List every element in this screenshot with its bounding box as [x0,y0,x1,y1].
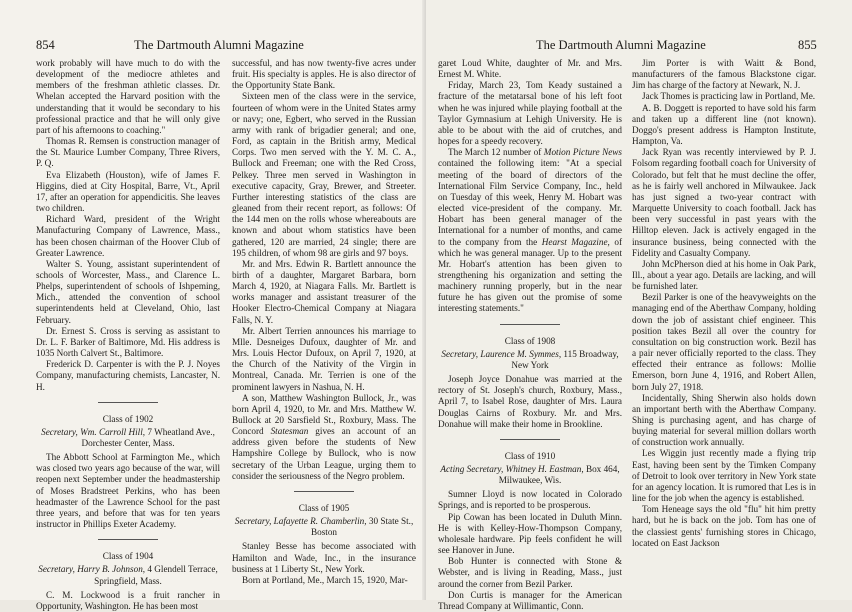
paragraph: Dr. Ernest S. Cross is serving as assistant to Dr. L. F. Barker of Baltimore, Md. His address is 1035 North Calvert St., Baltimore. [36,325,220,359]
section-divider [500,439,560,440]
paragraph: Richard Ward, president of the Wright Manufacturing Company of Lawrence, Mass., has been chosen chairman of the Hoover Club of Greater Lawrence. [36,214,220,258]
secretary-name: Wm. Carroll Hill, [80,426,146,437]
paragraph: Walter S. Young, assistant superintendent of schools of Worcester, Mass., and Clarence L. Phelps, superintendent of schools of Ishpeming, Mich., attended the convention of school superintendents held at Cleveland, Ohio, last February. [36,258,220,325]
left-page [0,0,426,611]
paragraph: Sumner Lloyd is now located in Colorado Springs, and is reported to be prosperous. [438,489,622,511]
text-run: gives an account of an address given before the students of New Hampshire College by Bullock, who is now secretary of the Urban League, urging them to consider the seriousness of the Negro problem. [232,426,416,481]
column-right-2 [632,58,816,598]
page-number: 854 [36,38,55,52]
paragraph: Jack Ryan was recently interviewed by P. J. Folsom regarding football coach for University of Colorado, but felt that he must decline the offer, as he is fairly well anchored in Milwaukee. Jack has just signed a two-year contract with Marquette University to coach football. Jack has been very successful in past years with the Hilltop eleven. Jack is actively engaged in the insurance business, being connected with the Fidelity and Casualty Company. [632,147,816,258]
secretary-label: Acting Secretary, [440,464,504,474]
paragraph: garet Loud White, daughter of Mr. and Mrs. Ernest M. White. [438,58,622,80]
right-page [426,0,852,611]
section-divider [98,539,158,540]
class-secretary [232,516,416,538]
paragraph: Bezil Parker is one of the heavyweights on the managing end of the Aberthaw Company, holding down the job of assistant chief engineer. This position takes Bezil all over the country for consultation on big construction work. Bezil has a pair never officially reported to the class. They effected their entrance as follows: Mollie Emerson, born June 4, 1916, and Robert Allen, born July 27, 1918. [632,292,816,392]
paragraph: Frederick D. Carpenter is with the P. J. Noyes Company, manufacturing chemists, Lancaster, N. H. [36,359,220,392]
secretary-address: 4 Glendell Terrace, Springfield, Mass. [94,564,218,586]
paragraph: Eva Elizabeth (Houston), wife of James F. Higgins, died at City Hospital, Barre, Vt., April 17, after an operation for appendicitis. She leaves two children. [36,169,220,214]
paragraph: Thomas R. Remsen is construction manager of the St. Maurice Lumber Company, Three Rivers, P. Q. [36,136,220,169]
paragraph: Tom Heneage says the old "flu" hit him pretty hard, but he is back on the job. Tom has one of the classiest gents' furnishing stores in Chicago, located on East Jackson [632,504,816,548]
secretary-name: Lafayette R. Chamberlin, [273,516,367,527]
paragraph: Les Wiggin just recently made a flying trip East, having been sent by the Timken Company of Detroit to look over territory in New York state for an agency location. It is rumored that Les is in line for the job when the agency is established. [632,448,816,504]
text-run: The March 12 number of [448,147,544,158]
paragraph: Pip Cowan has been located in Duluth Minn. He is with Kelley-How-Thompson Company, wholesale hardware. Pip feels confident he will see Hanover in June. [438,511,622,556]
class-secretary [36,427,220,449]
class-heading: Class of 1902 [102,413,154,424]
paragraph [232,393,416,482]
secretary-label: Secretary, [441,348,479,359]
paragraph: Friday, March 23, Tom Keady sustained a fracture of the metatarsal bone of his left foot when he was injured while playing football at the Taylor Gymnasium at Lehigh University. He is able to be about with the aid of crutches, and hopes for a speedy recovery. [438,80,622,147]
section-divider [294,491,354,492]
publication-title: Motion Picture News [543,147,622,158]
paragraph: A. B. Doggett is reported to have sold his farm and taken up a different line (not known). Doggo's present address is Hampton Institute, Hampton, Va. [632,102,816,147]
section-divider [98,402,158,403]
paragraph [438,147,622,314]
class-heading: Class of 1905 [298,502,350,513]
class-heading: Class of 1910 [504,450,556,461]
secretary-address: 7 Wheatland Ave., Dorchester Center, Mass. [81,426,215,448]
paragraph: successful, and has now twenty-five acres under fruit. His specialty is apples. He is also director of the Opportunity State Bank. [232,58,416,91]
paragraph: Joseph Joyce Donahue was married at the rectory of St. Joseph's church, Roxbury, Mass., April 7, to Isabel Rose, daughter of Mrs. Laura Douglas Cairns of Roxbury. Mr. and Mrs. Donahue will make their home in Brookline. [438,374,622,429]
column-left-1 [36,58,220,611]
paragraph: John McPherson died at his home in Oak Park, Ill., about a year ago. Details are lacking, and will be furnished later. [632,258,816,292]
text-run: contained the following item: "At a special meeting of the board of directors of the International Film Service Company, Inc., held on Tuesday of this week, Henry M. Hobart was elected vice-president of the company. Mr. Hobart has been general manager of the International for a number of months, and came to the company from the [438,158,622,247]
running-head: The Dartmouth Alumni Magazine [134,38,304,52]
text-run: A son, Matthew Washington Bullock, Jr., was born April 4, 1920, to Mr. and Mrs. Matthew W. Bullock at 20 Sarsfield St., Roxbury, Mass. The Concord [232,392,416,437]
text-run: , of which he was general manager. Up to the present Mr. Hobart's attention has been given to strengthening his organization and setting the machinery running properly, but in the near future he has given out the promise of some interesting statements." [438,236,623,314]
paragraph: Bob Hunter is connected with Stone & Webster, and is living in Reading, Mass., just around the corner from Bezil Parker. [438,556,622,589]
running-head: The Dartmouth Alumni Magazine [536,38,706,52]
page-number: 855 [798,38,817,52]
class-heading: Class of 1908 [504,335,556,346]
secretary-address: 30 State St., Boston [310,516,414,538]
class-secretary [36,564,220,586]
paragraph: Born at Portland, Me., March 15, 1920, Mar- [242,574,408,585]
secretary-label: Secretary, [38,564,75,575]
class-secretary [438,349,622,371]
paragraph: Mr. Albert Terrien announces his marriage to Mlle. Desneiges Dufoux, daughter of Mr. and Mrs. Louis Hector Dufoux, on April 7, 1920, at the Church of the Nativity of the Virgin in Montreal, Canada. Mr. Terrien is one of the prominent lawyers in Nashua, N. H. [232,325,416,392]
secretary-name: Whitney H. Eastman, [505,464,584,474]
section-divider [500,324,560,325]
secretary-label: Secretary, [234,516,272,527]
paragraph: The Abbott School at Farmington Me., which was closed two years ago because of the war, will reopen next September under the headmastership of Moses Bradstreet Perkins, who has been headmaster of the Lawrence School for the past three years, and before that was for ten years instructor in Phillips Exeter Academy. [36,452,220,530]
secretary-label: Secretary, [41,426,78,437]
publication-title: Hearst Magazine [541,236,608,247]
paragraph: Incidentally, Shing Sherwin also holds down an important berth with the Aberthaw Company. Shing is purchasing agent, and has charge of buying material for several million dollars worth of construction work annually. [632,392,816,448]
paragraph: Jim Porter is with Waitt & Bond, manufacturers of the famous Blackstone cigar. Jim has charge of the factory at Newark, N. J. [632,58,816,91]
column-left-2 [232,58,416,598]
paragraph: work probably will have much to do with the development of the mediocre athletes and members of the freshman athletic classes. Dr. Whelan accepted the Harvard position with the understanding that it would be secondary to his professional practice and that he will only give part of his afternoons to coaching." [36,58,220,135]
paragraph: C. M. Lockwood is a fruit rancher in Opportunity, Washington. He has been most [36,589,220,611]
paragraph: Stanley Besse has become associated with Hamilton and Wade, Inc., in the insurance business at 1 Liberty St., New York. [232,541,416,574]
secretary-address: Box 464, Milwaukee, Wis. [498,464,620,486]
publication-title: Statesman [270,426,309,437]
paragraph: Mr. and Mrs. Edwin R. Bartlett announce the birth of a daughter, Margaret Barbara, born March 4, 1920, at Niagara Falls. Mr. Bartlett is works manager and assistant treasurer of the Hooker Electro-Chemical Company at Niagara Falls, N. Y. [232,258,416,325]
paragraph: Jack Thomes is practicing law in Portland, Me. [642,91,816,102]
paragraph: Sixteen men of the class were in the service, fourteen of whom were in the United States army or navy; one, Egbert, who served in the Russian army with rank of brigadier general; and one, Ford, as captain in the British army, Medical Corps. Two men served with the Y. M. C. A., Bullock and Freeman; one with the Red Cross, Pelkey. Three men served in Washington in executive capacity, Gray, Brewer, and Streeter. Further interesting statistics of the class are gleaned from their recent report, as follows: Of the 144 men on the rolls whose whereabouts are known and about whom statistics have been gathered, 120 are married, 24 single; there are 195 children, of whom 98 are girls and 97 boys. [232,91,416,258]
column-right-1 [438,58,623,611]
class-heading: Class of 1904 [102,551,154,562]
secretary-name: Laurence M. Symmes, [480,348,562,359]
secretary-name: Harry B. Johnson, [77,564,146,575]
secretary-address: 115 Broadway, New York [511,348,619,370]
class-secretary [438,464,622,486]
paragraph: Don Curtis is manager for the American Thread Company at Willimantic, Conn. [438,589,622,611]
